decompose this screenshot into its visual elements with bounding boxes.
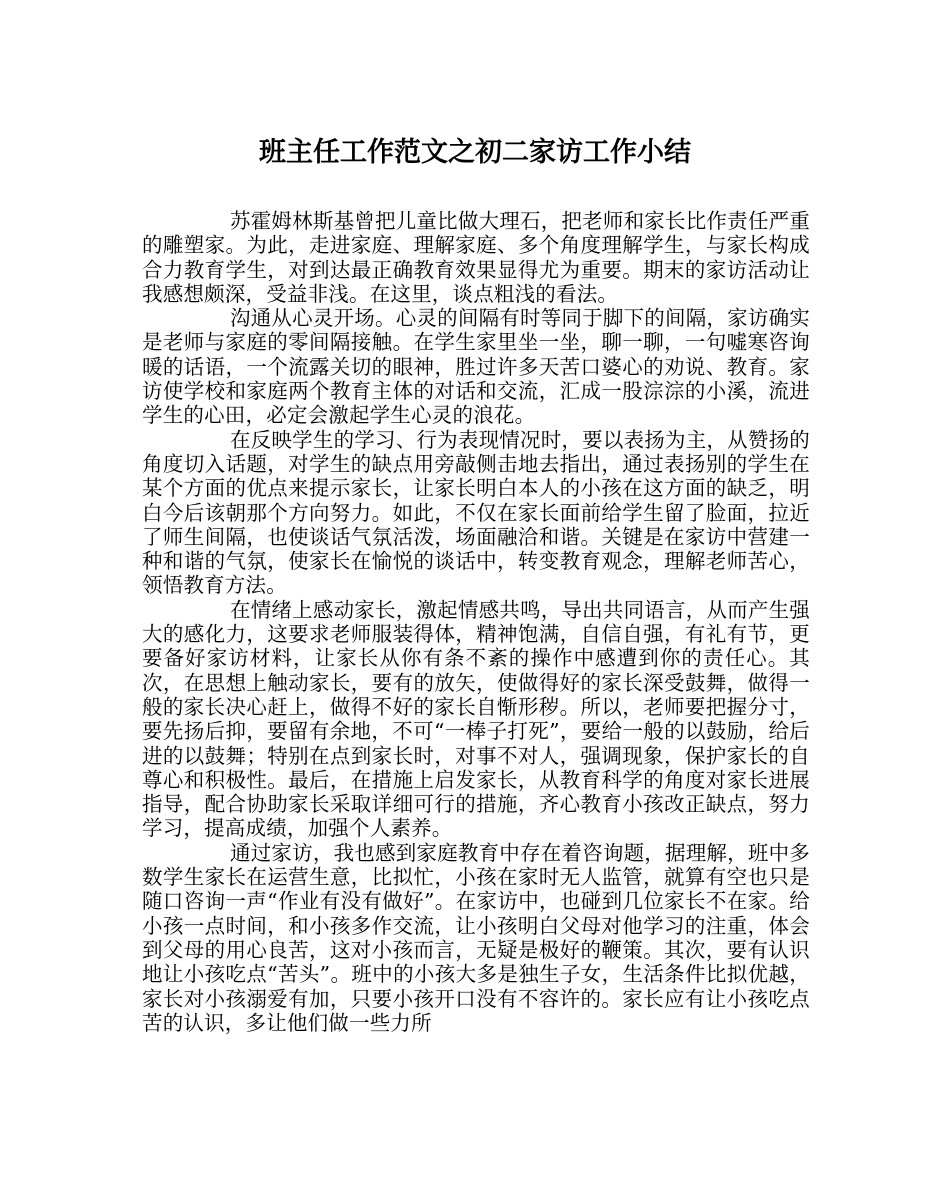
document-title: 班主任工作范文之初二家访工作小结 — [259, 137, 691, 168]
paragraph: 通过家访，我也感到家庭教育中存在着咨询题，据理解，班中多数学生家长在运营生意，比拟忙，小孩在家时无人监管，就算有空也只是随口咨询一声“作业有没有做好”。在家访中，也碰到几位家长不在家。给小孩一点时间，和小孩多作交流，让小孩明白父母对他学习的注重，体会到父母的用心良苦，这对小孩而言，无疑是极好的鞭策。其次，要有认识地让小孩吃点“苦头”。班中的小孩大多是独生子女，生活条件比拟优越，家长对小孩溺爱有加，只要小孩开口没有不容许的。家长应有让小孩吃点苦的认识，多让他们做一些力所 — [142, 840, 810, 1035]
paragraph: 沟通从心灵开场。心灵的间隔有时等同于脚下的间隔，家访确实是老师与家庭的零间隔接触。在学生家里坐一坐，聊一聊，一句嘘寒咨询暖的话语，一个流露关切的眼神，胜过许多天苦口婆心的劝说、教育。家访使学校和家庭两个教育主体的对话和交流，汇成一股淙淙的小溪，流进学生的心田，必定会激起学生心灵的浪花。 — [142, 306, 810, 428]
document-body — [142, 209, 810, 1035]
paragraph: 在反映学生的学习、行为表现情况时，要以表扬为主，从赞扬的角度切入话题，对学生的缺点用旁敲侧击地去指出，通过表扬别的学生在某个方面的优点来提示家长，让家长明白本人的小孩在这方面的缺乏，明白今后该朝那个方向努力。如此，不仅在家长面前给学生留了脸面，拉近了师生间隔，也使谈话气氛活泼，场面融洽和谐。关键是在家访中营建一种和谐的气氛，使家长在愉悦的谈话中，转变教育观念，理解老师苦心，领悟教育方法。 — [142, 427, 810, 598]
paragraph: 在情绪上感动家长，激起情感共鸣，导出共同语言，从而产生强大的感化力，这要求老师服装得体，精神饱满，自信自强，有礼有节，更要备好家访材料，让家长从你有条不紊的操作中感遭到你的责任心。其次，在思想上触动家长，要有的放矢，使做得好的家长深受鼓舞，做得一般的家长决心赶上，做得不好的家长自惭形秽。所以，老师要把握分寸，要先扬后抑，要留有余地，不可“一棒子打死”，要给一般的以鼓励，给后进的以鼓舞；特别在点到家长时，对事不对人，强调现象，保护家长的自尊心和积极性。最后，在措施上启发家长，从教育科学的角度对家长进展指导，配合协助家长采取详细可行的措施，齐心教育小孩改正缺点，努力学习，提高成绩，加强个人素养。 — [142, 597, 810, 841]
paragraph: 苏霍姆林斯基曾把儿童比做大理石，把老师和家长比作责任严重的雕塑家。为此，走进家庭、理解家庭、多个角度理解学生，与家长构成合力教育学生，对到达最正确教育效果显得尤为重要。期末的家访活动让我感想颇深，受益非浅。在这里，谈点粗浅的看法。 — [142, 209, 810, 306]
